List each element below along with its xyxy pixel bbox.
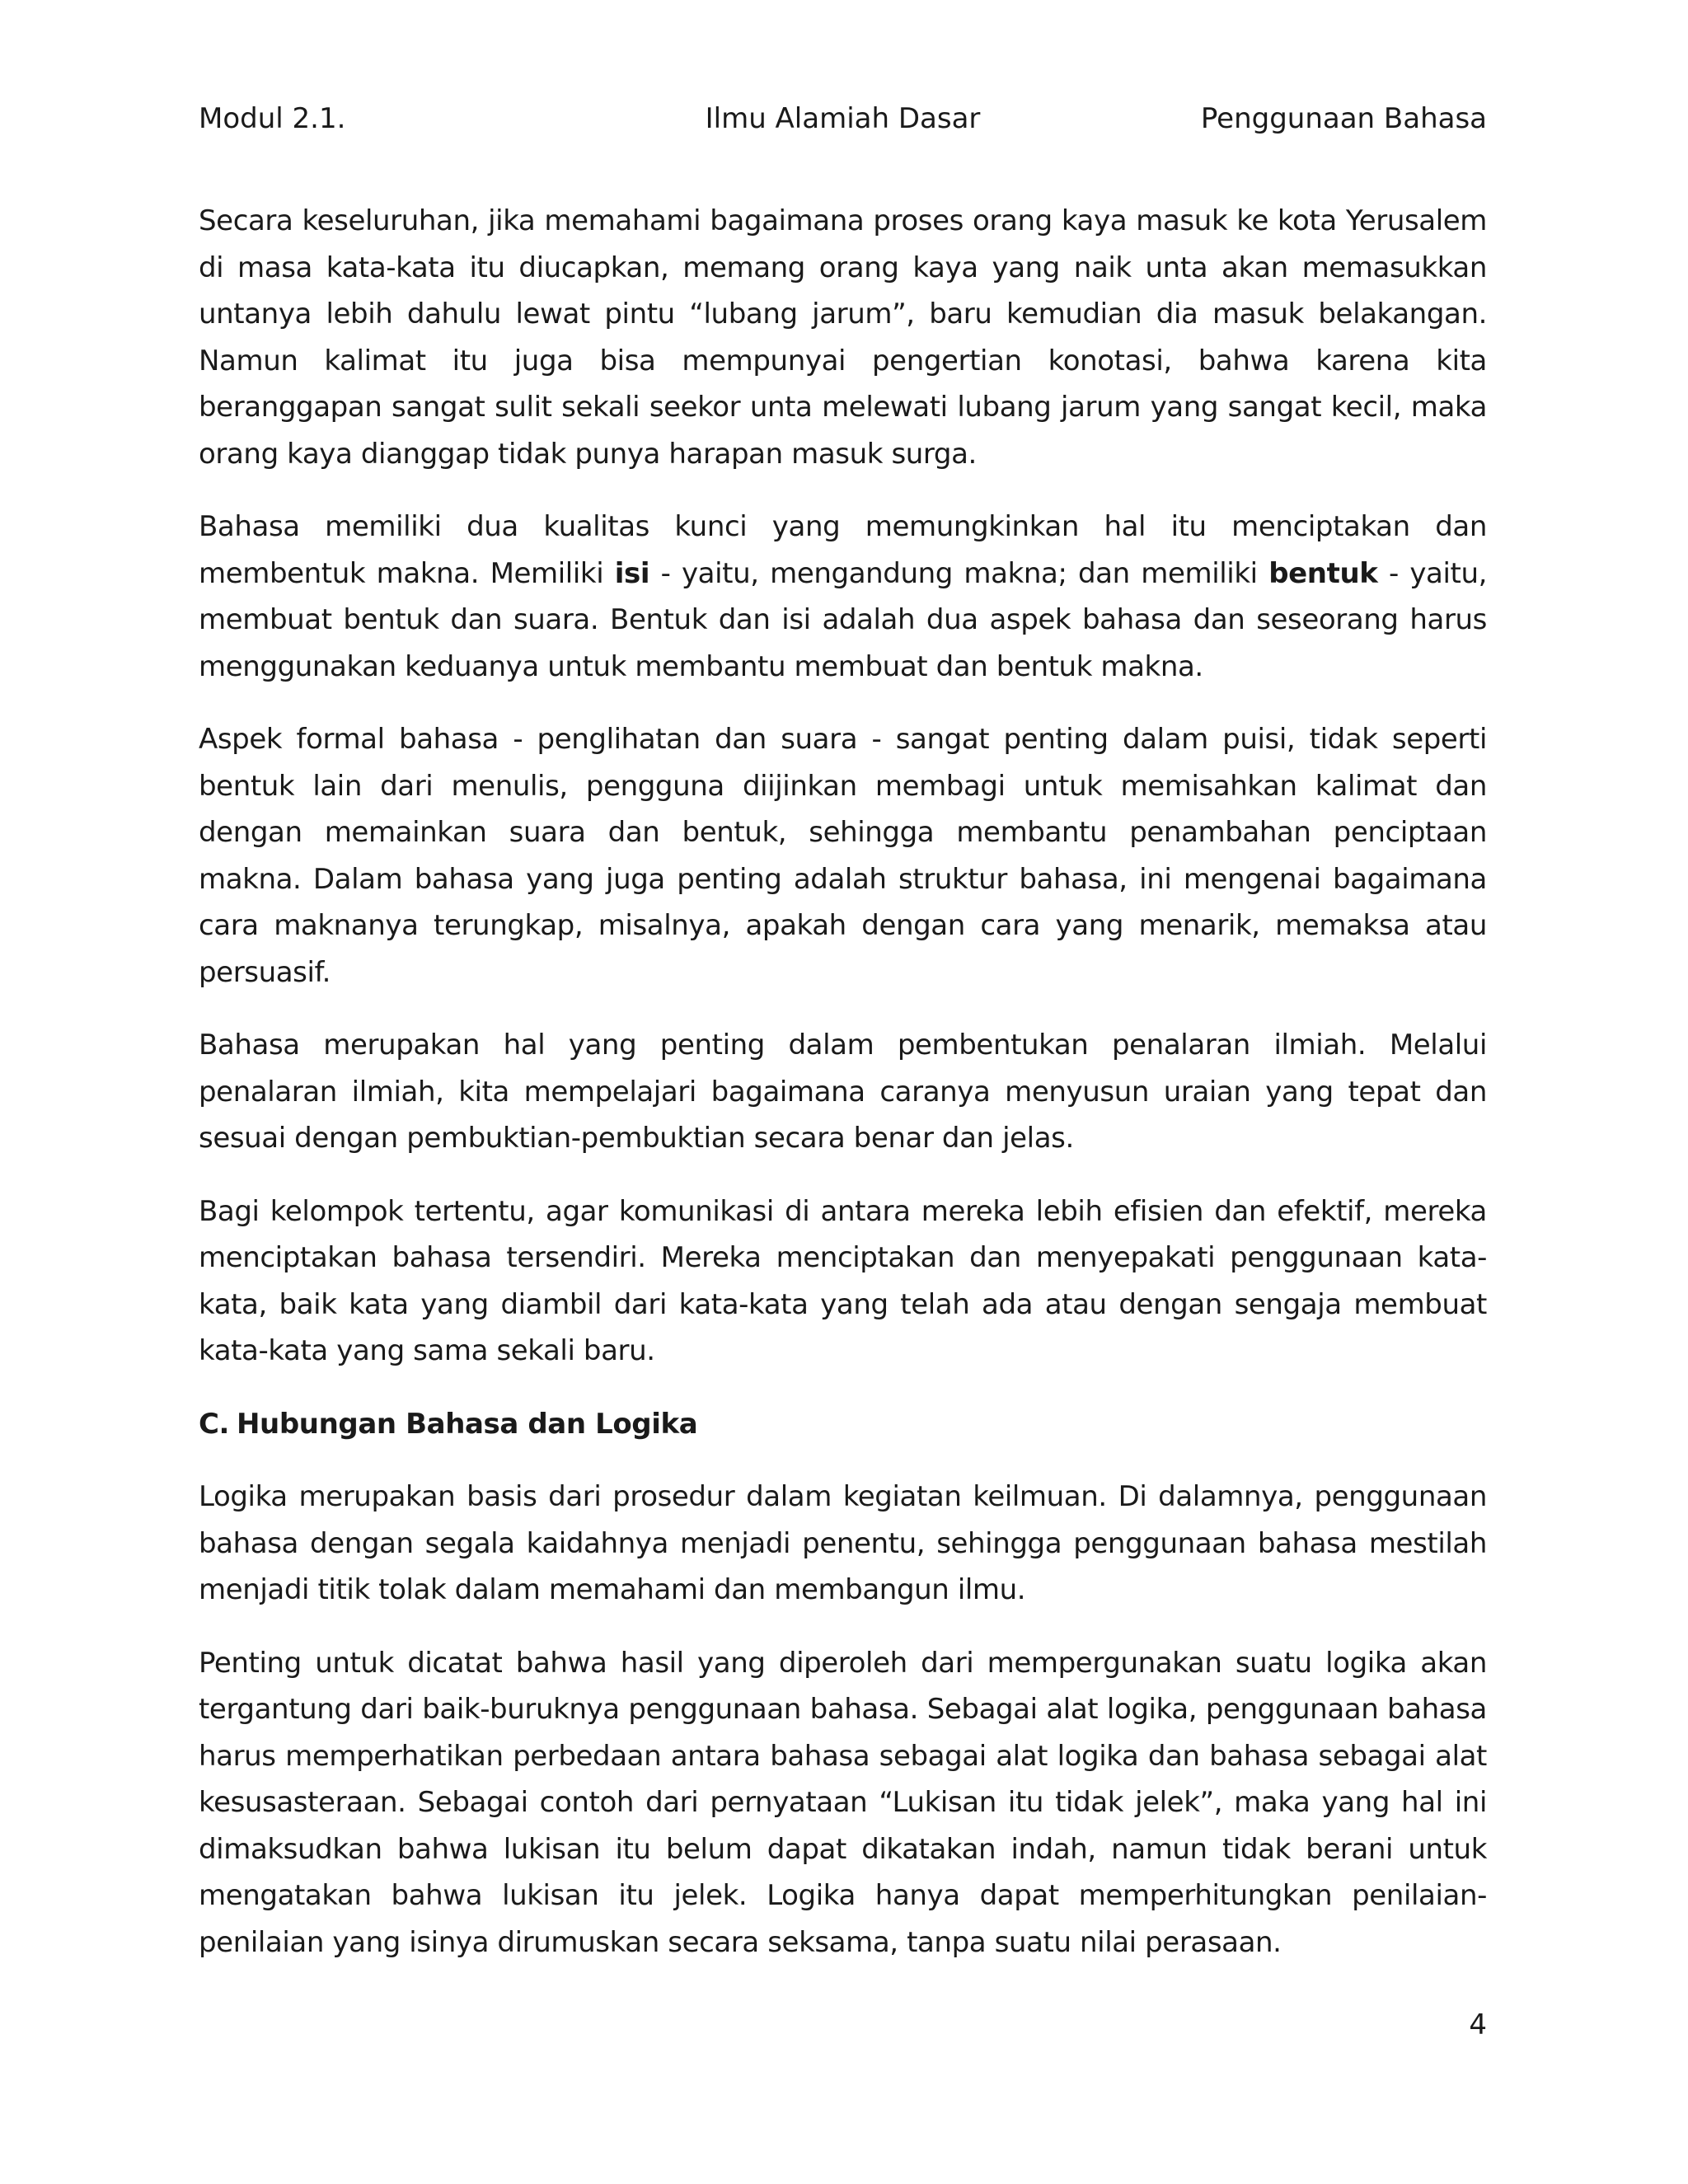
paragraph-4: Bahasa merupakan hal yang penting dalam pembentukan penalaran ilmiah. Melalui penalaran ilmiah, kita mempelajari bagaimana caranya menyusun uraian yang tepat dan sesuai dengan pembuktian-pembuktian secara benar dan jelas. <box>199 1029 1487 1155</box>
term-isi: isi <box>614 556 650 590</box>
paragraph-2-text-c: - yaitu, mengandung makna; dan memiliki <box>649 556 1269 590</box>
paragraph-2-text-e: - yaitu, membuat bentuk dan suara. Bentuk dan isi adalah dua aspek bahasa dan seseorang harus menggunakan keduanya untuk membantu membuat dan bentuk makna. <box>199 556 1488 683</box>
section-number: C. <box>199 1407 230 1441</box>
page-header <box>199 101 1487 137</box>
paragraph-2 <box>199 504 1487 690</box>
paragraph-3: Aspek formal bahasa - penglihatan dan suara - sangat penting dalam puisi, tidak seperti bentuk lain dari menulis, pengguna diijinkan membagi untuk memisahkan kalimat dan dengan memainkan suara dan bentuk, sehingga membantu penambahan penciptaan makna. Dalam bahasa yang juga penting adalah struktur bahasa, ini mengenai bagaimana cara maknanya terungkap, misalnya, apakah dengan cara yang menarik, memaksa atau persuasif. <box>199 723 1487 989</box>
section-title: Hubungan Bahasa dan Logika <box>237 1407 698 1441</box>
paragraph-5: Bagi kelompok tertentu, agar komunikasi di antara mereka lebih efisien dan efektif, mereka menciptakan bahasa tersendiri. Mereka menciptakan dan menyepakati penggunaan kata-kata, baik kata yang diambil dari kata-kata yang telah ada atau dengan sengaja membuat kata-kata yang sama sekali baru. <box>199 1194 1487 1367</box>
page-number: 4 <box>1469 2008 1487 2041</box>
paragraph-6: Logika merupakan basis dari prosedur dalam kegiatan keilmuan. Di dalamnya, penggunaan bahasa dengan segala kaidahnya menjadi penentu, sehingga penggunaan bahasa mestilah menjadi titik tolak dalam memahami dan membangun ilmu. <box>199 1480 1487 1606</box>
header-module: Modul 2.1. <box>199 102 346 135</box>
header-chapter-title: Penggunaan Bahasa <box>1200 102 1487 135</box>
paragraph-7: Penting untuk dicatat bahwa hasil yang diperoleh dari mempergunakan suatu logika akan tergantung dari baik-buruknya penggunaan bahasa. Sebagai alat logika, penggunaan bahasa harus memperhatikan perbedaan antara bahasa sebagai alat logika dan bahasa sebagai alat kesusasteraan. Sebagai contoh dari pernyataan “Lukisan itu tidak jelek”, maka yang hal ini dimaksudkan bahwa lukisan itu belum dapat dikatakan indah, namun tidak berani untuk mengatakan bahwa lukisan itu jelek. Logika hanya dapat memperhitungkan penilaian-penilaian yang isinya dirumuskan secara seksama, tanpa suatu nilai perasaan. <box>199 1646 1487 1959</box>
paragraph-2-text-a: Bahasa memiliki dua kualitas kunci yang memungkinkan hal itu menciptakan dan membentuk makna. Memiliki <box>199 510 1487 590</box>
header-course-title: Ilmu Alamiah Dasar <box>705 102 981 135</box>
section-heading <box>199 1401 1487 1448</box>
paragraph-1: Secara keseluruhan, jika memahami bagaimana proses orang kaya masuk ke kota Yerusalem di masa kata-kata itu diucapkan, memang orang kaya yang naik unta akan memasukkan untanya lebih dahulu lewat pintu “lubang jarum”, baru kemudian dia masuk belakangan. Namun kalimat itu juga bisa mempunyai pengertian konotasi, bahwa karena kita beranggapan sangat sulit sekali seekor unta melewati lubang jarum yang sangat kecil, maka orang kaya dianggap tidak punya harapan masuk surga. <box>199 204 1487 471</box>
page-body <box>199 198 1487 1992</box>
term-bentuk: bentuk <box>1268 556 1378 590</box>
